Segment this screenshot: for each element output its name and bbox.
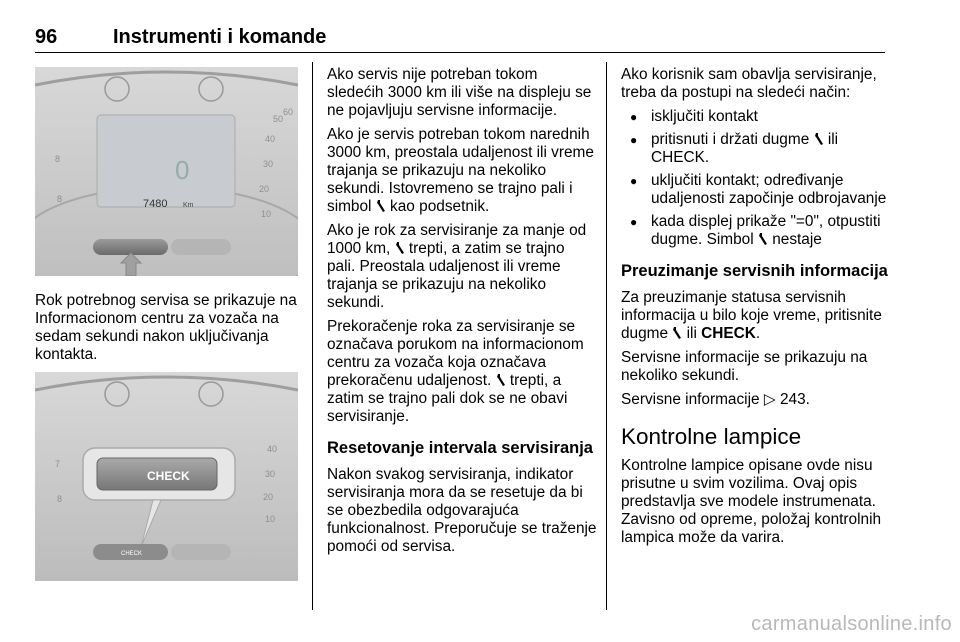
paragraph: Kontrolne lampice opisane ovde nisu prisutne u svim vozilima. Ovaj opis predstavlja sve modele instrumenata. Zavisno od opreme, položaj kontrolnih lampica može da varira. [621, 457, 882, 546]
column-divider-right [606, 62, 607, 610]
column-middle [327, 66, 597, 562]
check-button-label: CHECK [147, 469, 190, 483]
column-right [621, 66, 891, 553]
svg-text:20: 20 [259, 184, 270, 194]
svg-text:20: 20 [263, 492, 274, 502]
wrench-icon [395, 241, 405, 254]
page-number: 96 [35, 26, 58, 48]
paragraph: Za preuzimanje statusa servisnih informacija u bilo koje vreme, pritisnite dugme ili CHECK. [621, 289, 882, 342]
wrench-icon [672, 326, 682, 339]
svg-text:40: 40 [265, 134, 276, 144]
svg-text:30: 30 [263, 159, 274, 169]
page-title: Instrumenti i komande [113, 26, 327, 48]
svg-text:60: 60 [283, 107, 294, 117]
svg-text:8: 8 [57, 194, 63, 204]
svg-text:50: 50 [273, 114, 284, 124]
svg-text:8: 8 [57, 494, 63, 504]
paragraph: Servisne informacije se prikazuju na nekoliko sekundi. [621, 349, 868, 384]
page-header [35, 22, 885, 53]
list-item: ● kada displej prikaže "=0", otpustiti dugme. Simbol nestaje [621, 213, 891, 249]
svg-text:30: 30 [265, 469, 276, 479]
paragraph: Servisne informacije ▷ 243. [621, 391, 810, 408]
section-heading-warning-lights: Kontrolne lampice [621, 424, 802, 449]
small-check-label: CHECK [121, 551, 143, 557]
paragraph: Ako je servis potreban tokom narednih 3000 km, preostala udaljenost ili vreme trajanja se prikazuju na nekoliko sekundi. Istovremeno se trajno pali i simbol kao podsetnik. [327, 126, 594, 215]
watermark: carmanualsonline.info [751, 613, 952, 635]
page-reference-link[interactable]: 243. [779, 391, 810, 408]
paragraph: Nakon svakog servisiranja, indikator servisiranja mora da se resetuje da bi se obezbedila odgovarajuća funkcionalnost. Preporučuje se traženje pomoći od servisa. [327, 466, 597, 555]
list-item: ● uključiti kontakt; određivanje udaljenosti započinje odbrojavanje [621, 172, 891, 208]
section-heading-reset: Resetovanje intervala servisiranja [327, 439, 593, 457]
gauge-value-text: 0 [175, 155, 190, 185]
svg-text:10: 10 [261, 209, 272, 219]
paragraph: Ako je rok za servisiranje za manje od 1000 km, trepti, a zatim se trajno pali. Preostala udaljenost ili vreme trajanja se prikazuju na nekoliko sekundi. [327, 222, 587, 311]
page-reference-arrow-icon: ▷ [763, 391, 776, 408]
svg-text:10: 10 [265, 514, 276, 524]
svg-text:8: 8 [55, 154, 61, 164]
odometer-text: 7480 [143, 198, 168, 210]
wrench-icon [496, 373, 506, 386]
column-divider-left [312, 62, 313, 610]
wrench-icon [758, 232, 768, 245]
list-item: ● isključiti kontakt [621, 108, 891, 126]
paragraph: Prekoračenje roka za servisiranje se označava porukom na informacionom centru za vozača koja označava prekoračenu udaljenost. trepti, a zatim se trajno pali dok se ne obavi servisiranje. [327, 318, 584, 425]
svg-text:40: 40 [267, 444, 278, 454]
section-heading-retrieve: Preuzimanje servisnih informacija [621, 262, 888, 280]
wrench-icon [376, 199, 386, 212]
list-item: ● pritisnuti i držati dugme ili CHECK. [621, 131, 891, 167]
instrument-cluster-image-check [35, 372, 298, 581]
steps-list [621, 108, 891, 249]
paragraph: Ako servis nije potreban tokom sledećih 3000 km ili više na displeju se ne pojavljuju servisne informacije. [327, 66, 592, 119]
wrench-icon [814, 132, 824, 145]
odometer-unit: Km [183, 202, 194, 209]
instrument-cluster-image-service [35, 67, 298, 276]
paragraph: Ako korisnik sam obavlja servisiranje, treba da postupi na sledeći način: [621, 66, 877, 101]
image-caption: Rok potrebnog servisa se prikazuje na Informacionom centru za vozača na sedam sekundi nakon uključivanja kontakta. [35, 292, 297, 363]
svg-text:7: 7 [55, 459, 61, 469]
